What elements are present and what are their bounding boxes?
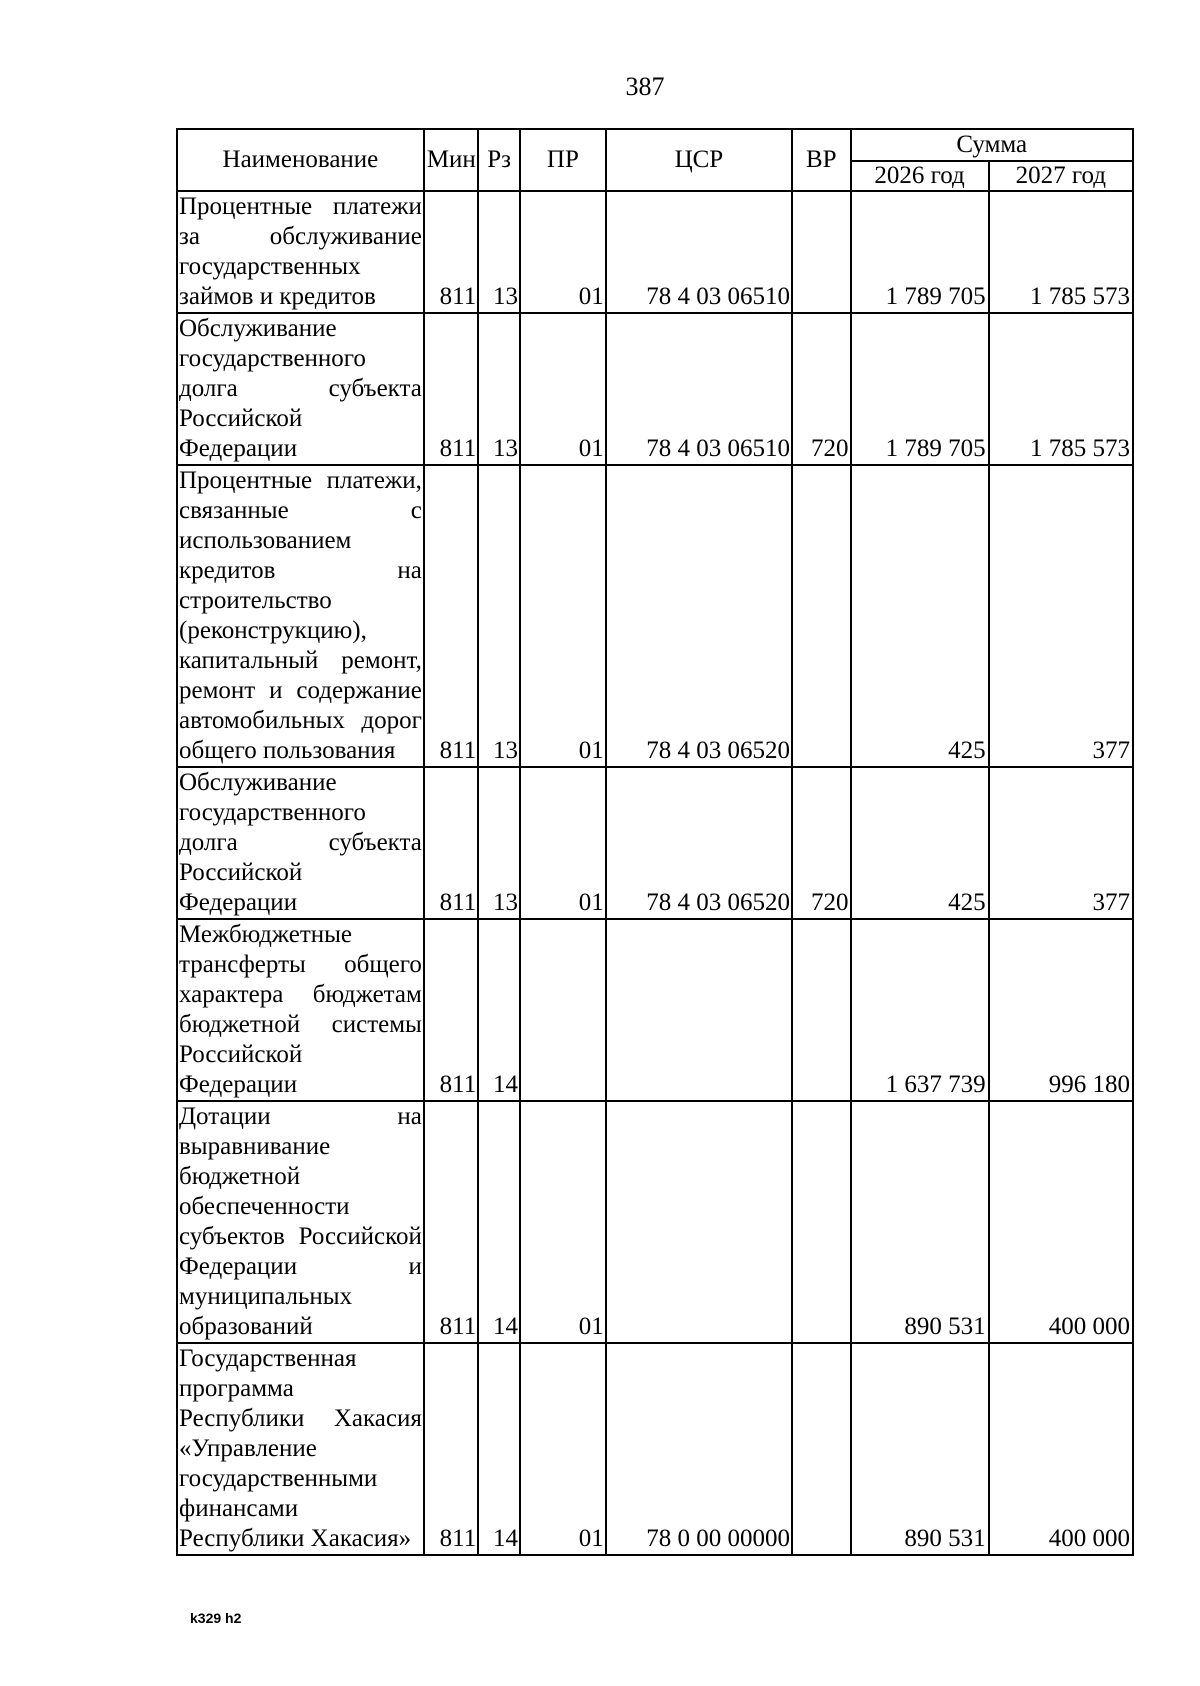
row-name: Дотации на выравнивание бюджетной обеспеченности субъектов Российской Федерации и муниципальных образований	[177, 1101, 424, 1343]
row-rz: 13	[478, 767, 520, 919]
row-rz: 14	[478, 919, 520, 1101]
row-vr	[792, 465, 851, 767]
row-vr: 720	[792, 767, 851, 919]
row-name: Обслуживание государственного долга субъекта Российской Федерации	[177, 313, 424, 465]
row-min: 811	[424, 191, 478, 313]
row-name: Государственная программа Республики Хакасия «Управление государственными финансами Республики Хакасия»	[177, 1343, 424, 1555]
row-csr: 78 4 03 06510	[606, 191, 792, 313]
row-name: Процентные платежи, связанные с использованием кредитов на строительство (реконструкцию), капитальный ремонт, ремонт и содержание автомобильных дорог общего пользования	[177, 465, 424, 767]
header-year-2027: 2027 год	[989, 161, 1133, 191]
header-csr: ЦСР	[606, 129, 792, 191]
row-pr: 01	[520, 313, 606, 465]
row-sum-2027: 400 000	[989, 1343, 1133, 1555]
table-row	[177, 1101, 1133, 1343]
row-min: 811	[424, 1343, 478, 1555]
row-rz: 13	[478, 465, 520, 767]
row-name: Процентные платежи за обслуживание государственных займов и кредитов	[177, 191, 424, 313]
row-rz: 13	[478, 313, 520, 465]
header-year-2026: 2026 год	[851, 161, 989, 191]
footer-code: k329 h2	[190, 1610, 242, 1626]
header-pr: ПР	[520, 129, 606, 191]
row-vr: 720	[792, 313, 851, 465]
row-vr	[792, 919, 851, 1101]
row-csr: 78 4 03 06520	[606, 465, 792, 767]
row-sum-2027: 377	[989, 767, 1133, 919]
row-rz: 14	[478, 1101, 520, 1343]
row-csr	[606, 919, 792, 1101]
table-row	[177, 465, 1133, 767]
row-vr	[792, 1101, 851, 1343]
row-sum-2026: 425	[851, 767, 989, 919]
row-pr: 01	[520, 767, 606, 919]
header-name: Наименование	[177, 129, 424, 191]
row-rz: 13	[478, 191, 520, 313]
row-name: Обслуживание государственного долга субъекта Российской Федерации	[177, 767, 424, 919]
row-pr: 01	[520, 1343, 606, 1555]
row-csr: 78 4 03 06520	[606, 767, 792, 919]
row-name: Межбюджетные трансферты общего характера бюджетам бюджетной системы Российской Федерации	[177, 919, 424, 1101]
row-sum-2026: 890 531	[851, 1101, 989, 1343]
row-sum-2027: 1 785 573	[989, 191, 1133, 313]
row-csr: 78 4 03 06510	[606, 313, 792, 465]
row-sum-2026: 1 637 739	[851, 919, 989, 1101]
row-sum-2026: 425	[851, 465, 989, 767]
row-sum-2027: 377	[989, 465, 1133, 767]
row-sum-2026: 890 531	[851, 1343, 989, 1555]
row-min: 811	[424, 313, 478, 465]
row-min: 811	[424, 465, 478, 767]
table-header-row	[177, 129, 1133, 161]
header-sum: Сумма	[851, 129, 1133, 161]
row-pr	[520, 919, 606, 1101]
header-rz: Рз	[478, 129, 520, 191]
row-sum-2027: 996 180	[989, 919, 1133, 1101]
row-min: 811	[424, 919, 478, 1101]
header-min: Мин	[424, 129, 478, 191]
row-pr: 01	[520, 191, 606, 313]
row-vr	[792, 191, 851, 313]
row-vr	[792, 1343, 851, 1555]
row-sum-2027: 1 785 573	[989, 313, 1133, 465]
table-row	[177, 1343, 1133, 1555]
row-rz: 14	[478, 1343, 520, 1555]
row-min: 811	[424, 767, 478, 919]
row-csr: 78 0 00 00000	[606, 1343, 792, 1555]
row-pr: 01	[520, 1101, 606, 1343]
row-sum-2026: 1 789 705	[851, 313, 989, 465]
page-number: 387	[625, 72, 665, 101]
row-sum-2026: 1 789 705	[851, 191, 989, 313]
table-row	[177, 767, 1133, 919]
budget-table	[176, 128, 1134, 1556]
table-row	[177, 919, 1133, 1101]
table-row	[177, 191, 1133, 313]
row-min: 811	[424, 1101, 478, 1343]
row-sum-2027: 400 000	[989, 1101, 1133, 1343]
row-csr	[606, 1101, 792, 1343]
header-vr: ВР	[792, 129, 851, 191]
table-row	[177, 313, 1133, 465]
row-pr: 01	[520, 465, 606, 767]
